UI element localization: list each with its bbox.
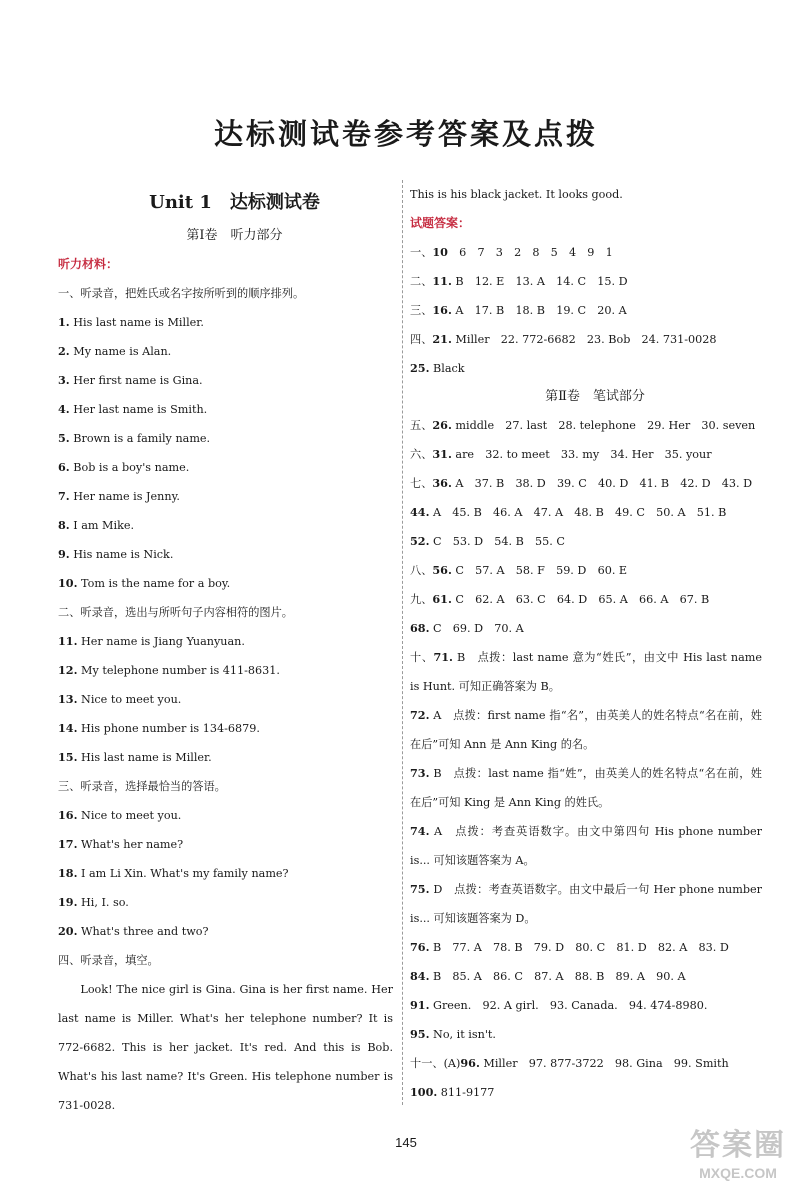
answer-row: 六、31. are 32. to meet 33. my 34. Her 35. your	[410, 447, 712, 461]
list-item: 1. His last name is Miller.	[58, 315, 204, 329]
note-item: 75. D 点拨：考查英语数字。由文中最后一句 Her phone number is... 可知该题答案为 D。	[410, 882, 762, 925]
listening-material-label: 听力材料：	[58, 257, 119, 271]
part1-title: 第Ⅰ卷 听力部分	[186, 228, 283, 243]
answer-row: 八、56. C 57. A 58. F 59. D 60. E	[410, 563, 628, 577]
section4-heading: 四、听录音，填空。	[58, 954, 159, 967]
section3-heading: 三、听录音，选择最恰当的答语。	[58, 780, 226, 793]
passage-continuation: This is his black jacket. It looks good.	[410, 188, 623, 201]
list-item: 13. Nice to meet you.	[58, 692, 182, 706]
listening-answers	[410, 238, 762, 383]
watermark-logo	[678, 1128, 798, 1190]
list-item: 5. Brown is a family name.	[58, 431, 211, 445]
answer-row: 52. C 53. D 54. B 55. C	[410, 534, 565, 548]
watermark-url: MXQE.COM	[699, 1165, 777, 1181]
list-item: 20. What's three and two?	[58, 924, 209, 938]
answer-row: 十一、(A)96. Miller 97. 877-3722 98. Gina 99. Smith	[410, 1056, 729, 1070]
answer-row: 三、16. A 17. B 18. B 19. C 20. A	[410, 303, 627, 317]
left-column	[58, 180, 393, 1120]
note-item: 72. A 点拨：first name 指“名”，由英美人的姓名特点“名在前，姓在后”可知 Ann 是 Ann King 的名。	[410, 708, 762, 751]
section1-heading: 一、听录音，把姓氏或名字按所听到的顺序排列。	[58, 287, 305, 300]
note-item: 73. B 点拨：last name 指“姓”，由英美人的姓名特点“名在前，姓在后”可知 King 是 Ann King 的姓氏。	[410, 766, 762, 809]
list-item: 14. His phone number is 134-6879.	[58, 721, 260, 735]
section2-list	[58, 627, 393, 772]
list-item: 6. Bob is a boy's name.	[58, 460, 190, 474]
section1-list	[58, 308, 393, 598]
list-item: 7. Her name is Jenny.	[58, 489, 180, 503]
note-item: 74. A 点拨：考查英语数字。由文中第四句 His phone number is... 可知该题答案为 A。	[410, 824, 762, 867]
list-item: 11. Her name is Jiang Yuanyuan.	[58, 634, 245, 648]
explanation-notes	[410, 643, 762, 933]
answers-label: 试题答案：	[410, 216, 471, 230]
page-number: 145	[395, 1135, 417, 1150]
answer-row: 25. Black	[410, 361, 465, 375]
list-item: 8. I am Mike.	[58, 518, 135, 532]
list-item: 17. What's her name?	[58, 837, 184, 851]
answer-row: 100. 811-9177	[410, 1085, 495, 1099]
column-divider	[402, 180, 404, 1105]
list-item: 19. Hi, I. so.	[58, 895, 129, 909]
list-item: 4. Her last name is Smith.	[58, 402, 208, 416]
part2-title: 第Ⅱ卷 笔试部分	[545, 389, 645, 404]
section3-list	[58, 801, 393, 946]
list-item: 15. His last name is Miller.	[58, 750, 212, 764]
answer-row: 二、11. B 12. E 13. A 14. C 15. D	[410, 274, 628, 288]
answer-row: 五、26. middle 27. last 28. telephone 29. Her 30. seven	[410, 418, 756, 432]
answer-row: 九、61. C 62. A 63. C 64. D 65. A 66. A 67. B	[410, 592, 710, 606]
section2-heading: 二、听录音，选出与所听句子内容相符的图片。	[58, 606, 293, 619]
answer-row: 76. B 77. A 78. B 79. D 80. C 81. D 82. A 83. D	[410, 940, 729, 954]
watermark-text: 答案圈	[690, 1129, 786, 1162]
answer-row: 44. A 45. B 46. A 47. A 48. B 49. C 50. A 51. B	[410, 505, 727, 519]
answer-row: 四、21. Miller 22. 772-6682 23. Bob 24. 731-0028	[410, 332, 717, 346]
answer-row: 95. No, it isn't.	[410, 1027, 496, 1041]
listening-passage: Look! The nice girl is Gina. Gina is her first name. Her last name is Miller. What's her telephone number? It is 772-6682. This is her jacket. It's red. And this is Bob. What's his last name? It's Green. His telephone number is 731-0028.	[58, 983, 393, 1112]
answer-row: 七、36. A 37. B 38. D 39. C 40. D 41. B 42. D 43. D	[410, 476, 753, 490]
list-item: 9. His name is Nick.	[58, 547, 174, 561]
tail-answers	[410, 933, 762, 1107]
answer-row: 91. Green. 92. A girl. 93. Canada. 94. 474-8980.	[410, 998, 708, 1012]
answer-row: 一、10 6 7 3 2 8 5 4 9 1	[410, 245, 613, 259]
list-item: 16. Nice to meet you.	[58, 808, 182, 822]
unit-title: Unit 1 达标测试卷	[149, 192, 320, 213]
answer-row: 68. C 69. D 70. A	[410, 621, 524, 635]
note-item: 十、71. B 点拨：last name 意为“姓氏”，由文中 His last name is Hunt. 可知正确答案为 B。	[410, 650, 762, 693]
answer-row: 84. B 85. A 86. C 87. A 88. B 89. A 90. A	[410, 969, 686, 983]
list-item: 12. My telephone number is 411-8631.	[58, 663, 280, 677]
list-item: 18. I am Li Xin. What's my family name?	[58, 866, 289, 880]
page-title: 达标测试卷参考答案及点拨	[213, 117, 598, 151]
list-item: 3. Her first name is Gina.	[58, 373, 203, 387]
list-item: 10. Tom is the name for a boy.	[58, 576, 231, 590]
written-answers	[410, 411, 762, 643]
right-column	[410, 180, 762, 1107]
list-item: 2. My name is Alan.	[58, 344, 172, 358]
